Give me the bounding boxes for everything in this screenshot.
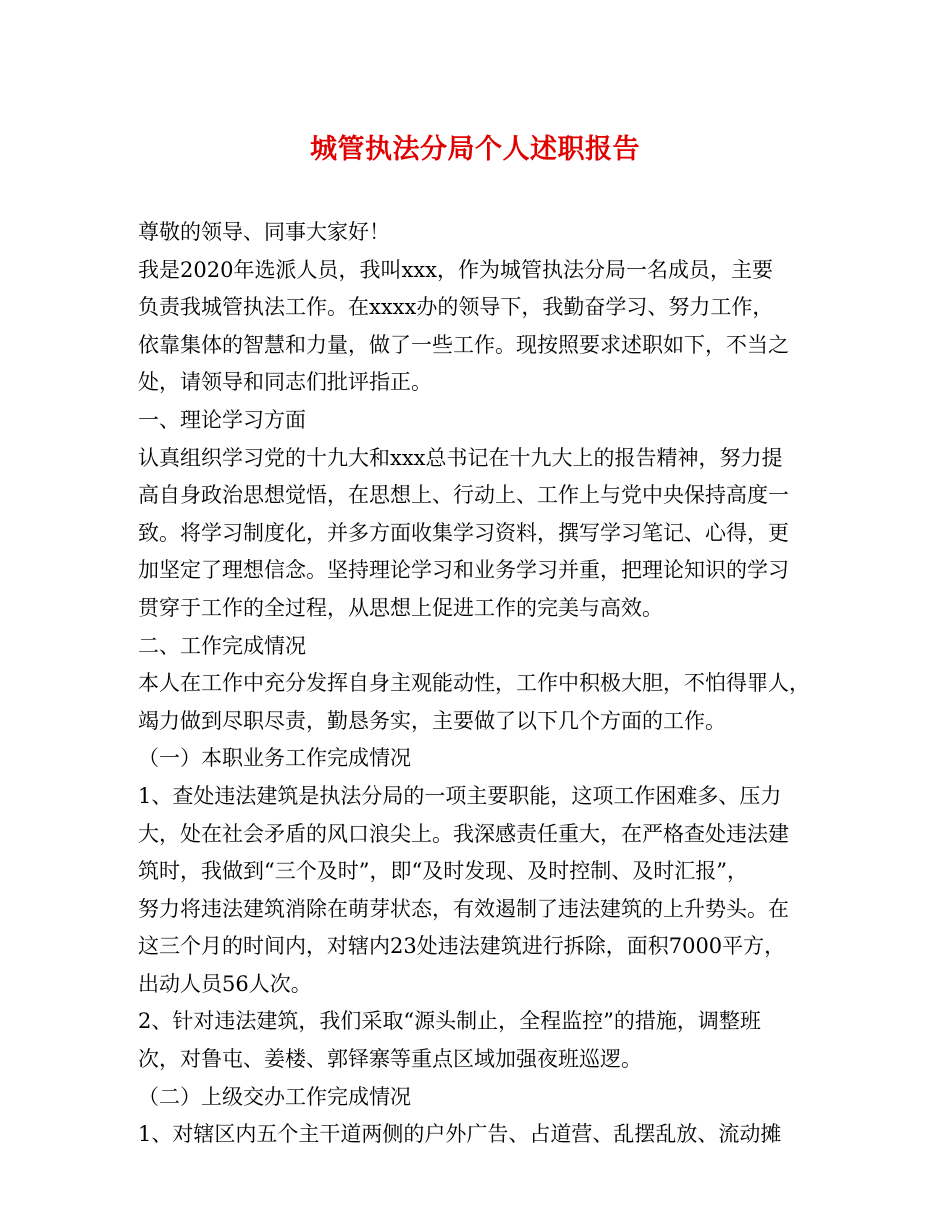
body-line: 处，请领导和同志们批评指正。 (138, 370, 432, 395)
body-line: 贯穿于工作的全过程，从思想上促进工作的完美与高效。 (138, 595, 663, 620)
body-line: 出动人员56人次。 (138, 971, 312, 996)
body-line: 2、针对违法建筑，我们采取“源头制止，全程监控”的措施，调整班 (138, 1009, 761, 1034)
body-line: 这三个月的时间内，对辖内23处违法建筑进行拆除，面积7000平方， (138, 934, 786, 959)
body-line: 高自身政治思想觉悟，在思想上、行动上、工作上与党中央保持高度一 (138, 483, 789, 508)
body-line: 竭力做到尽职尽责，勤恳务实，主要做了以下几个方面的工作。 (138, 708, 726, 733)
body-line: 尊敬的领导、同事大家好！ (138, 220, 390, 244)
body-line: 大，处在社会矛盾的风口浪尖上。我深感责任重大，在严格查处违法建 (138, 821, 789, 846)
body-line: 负责我城管执法工作。在xxxx办的领导下，我勤奋学习、努力工作， (138, 295, 774, 320)
body-line: 认真组织学习党的十九大和xxx总书记在十九大上的报告精神，努力提 (138, 445, 783, 470)
document-title: 城管执法分局个人述职报告 (310, 134, 640, 165)
body-line: 我是2020年选派人员，我叫xxx，作为城管执法分局一名成员，主要 (138, 257, 773, 282)
body-line: 加坚定了理想信念。坚持理论学习和业务学习并重，把理论知识的学习 (138, 558, 789, 583)
body-line: 次，对鲁屯、姜楼、郭铎寨等重点区域加强夜班巡逻。 (138, 1047, 642, 1072)
body-line: 1、查处违法建筑是执法分局的一项主要职能，这项工作困难多、压力 (138, 783, 782, 808)
body-line: 努力将违法建筑消除在萌芽状态，有效遏制了违法建筑的上升势头。在 (138, 896, 789, 921)
body-line: 本人在工作中充分发挥自身主观能动性，工作中积极大胆，不怕得罪人， (138, 671, 810, 696)
body-line: 依靠集体的智慧和力量，做了一些工作。现按照要求述职如下，不当之 (138, 332, 789, 357)
body-line: 1、对辖区内五个主干道两侧的户外广告、占道营、乱摆乱放、流动摊 (138, 1122, 782, 1147)
section-heading: 二、工作完成情况 (138, 633, 306, 658)
body-line: 筑时，我做到“三个及时”，即“及时发现、及时控制、及时汇报”， (138, 859, 748, 884)
body-line: 致。将学习制度化，并多方面收集学习资料，撰写学习笔记、心得，更 (138, 520, 789, 545)
subsection-heading: （一）本职业务工作完成情况 (138, 746, 411, 771)
document-body (138, 214, 828, 1154)
section-heading: 一、理论学习方面 (138, 407, 306, 432)
subsection-heading: （二）上级交办工作完成情况 (138, 1084, 411, 1109)
